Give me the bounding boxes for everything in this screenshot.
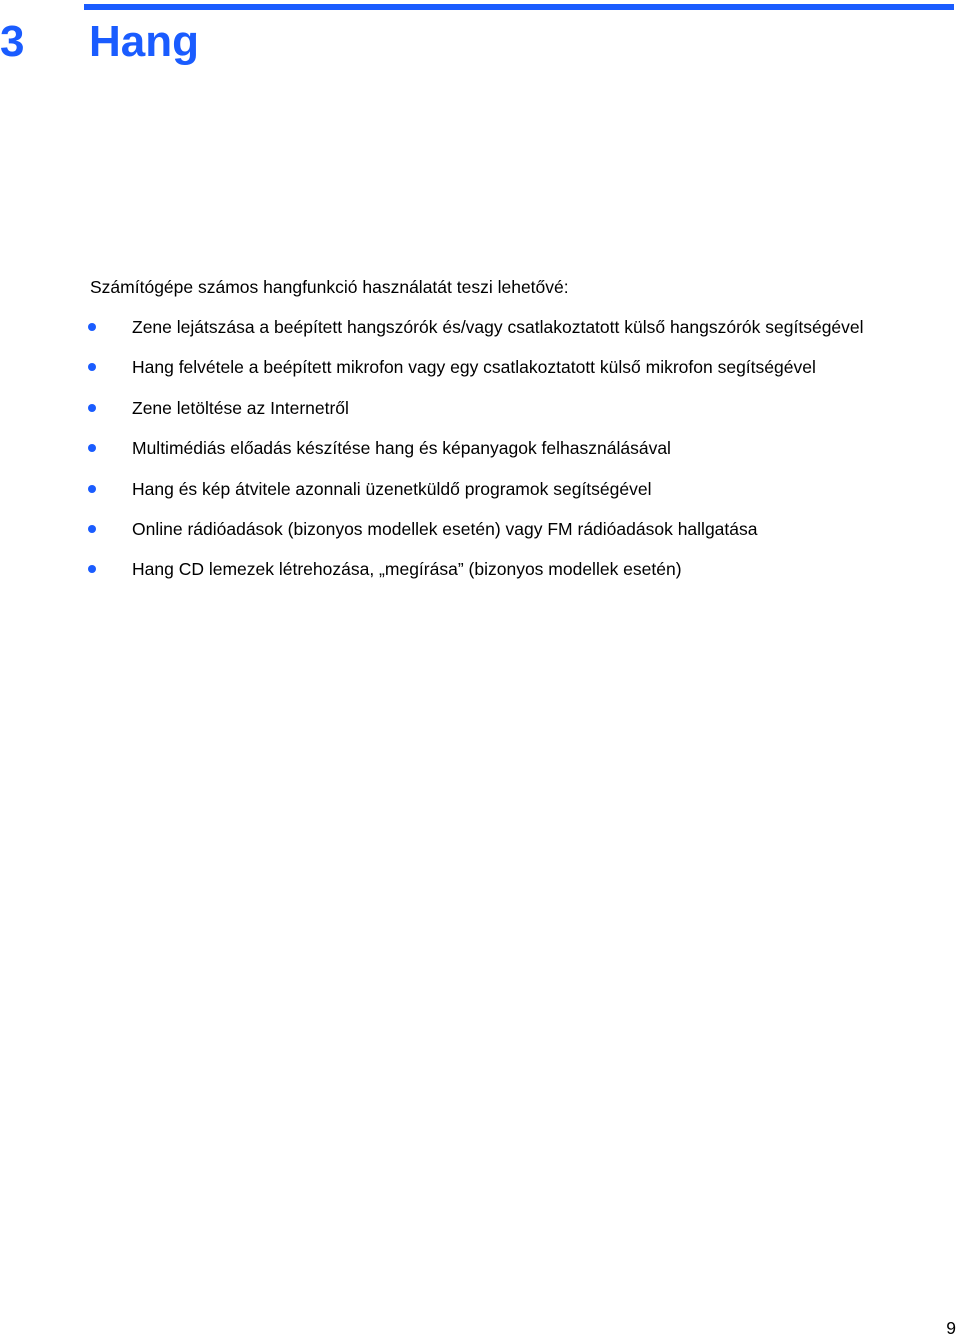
list-item <box>0 397 960 437</box>
list-item <box>0 437 960 477</box>
bullet-icon <box>88 565 96 573</box>
bullet-icon <box>88 323 96 331</box>
bullet-icon <box>88 485 96 493</box>
list-item-text: Zene letöltése az Internetről <box>132 397 349 418</box>
list-item <box>0 478 960 518</box>
page-number: 9 <box>946 1318 956 1338</box>
list-item <box>0 558 960 598</box>
list-item-text: Online rádióadások (bizonyos modellek esetén) vagy FM rádióadások hallgatása <box>132 518 758 539</box>
bullet-icon <box>88 444 96 452</box>
list-item <box>0 356 960 396</box>
bullet-icon <box>88 525 96 533</box>
bullet-icon <box>88 363 96 371</box>
intro-paragraph: Számítógépe számos hangfunkció használatát teszi lehetővé: <box>90 277 569 297</box>
list-item-text: Hang CD lemezek létrehozása, „megírása” (bizonyos modellek esetén) <box>132 559 682 580</box>
chapter-title: Hang <box>89 17 199 66</box>
list-item-text: Zene lejátszása a beépített hangszórók és/vagy csatlakoztatott külső hangszórók segítségével <box>132 317 864 337</box>
list-item <box>0 316 960 356</box>
chapter-top-rule <box>84 4 954 10</box>
list-item-text: Hang és kép átvitele azonnali üzenetküldő programok segítségével <box>132 478 652 499</box>
list-item <box>0 518 960 558</box>
feature-list <box>0 316 960 599</box>
chapter-heading <box>0 12 600 72</box>
bullet-icon <box>88 404 96 412</box>
list-item-text: Multimédiás előadás készítése hang és képanyagok felhasználásával <box>132 438 671 459</box>
chapter-number: 3 <box>0 17 25 66</box>
list-item-text: Hang felvétele a beépített mikrofon vagy egy csatlakoztatott külső mikrofon segítségével <box>132 357 816 378</box>
